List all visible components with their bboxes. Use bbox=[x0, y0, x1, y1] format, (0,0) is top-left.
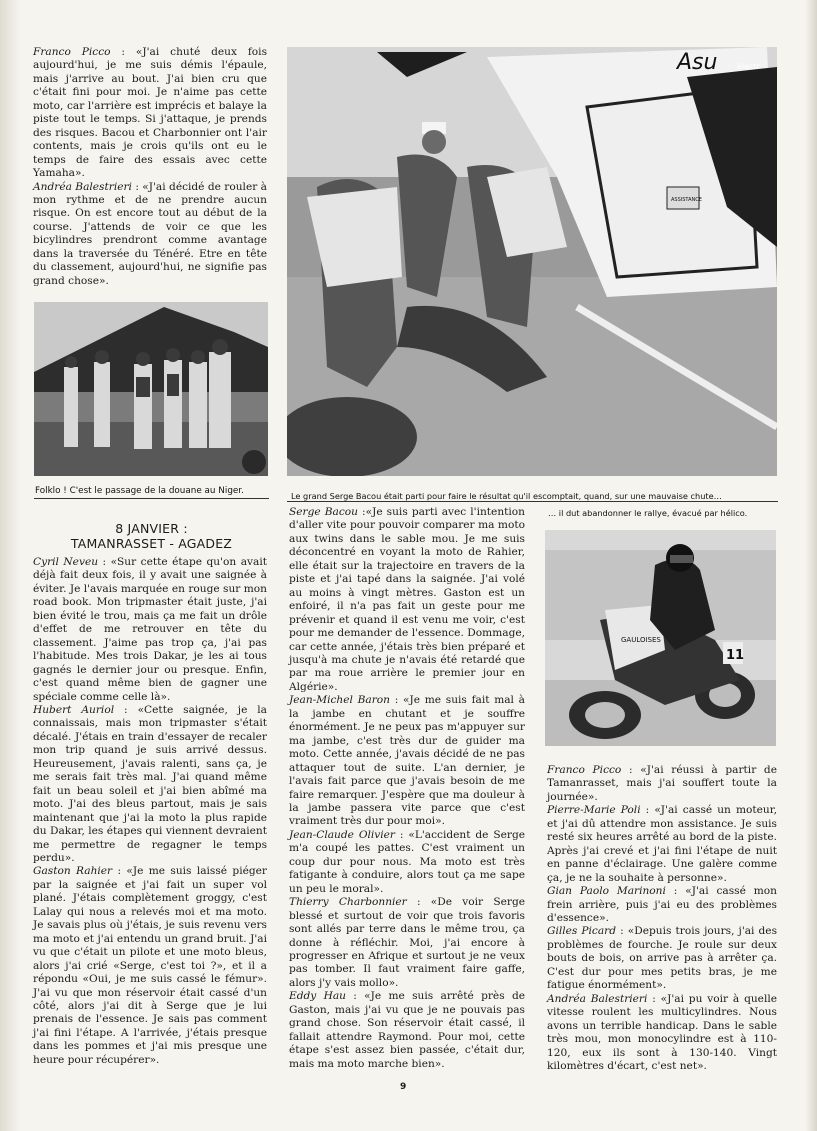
quote-paragraph: Franco Picco : «J'ai réussi à partir de Tamanrasset, mais j'ai souffert toute la journée». bbox=[547, 764, 777, 803]
stage-route: TAMANRASSET - AGADEZ bbox=[70, 536, 233, 551]
customs-photo bbox=[34, 302, 268, 476]
caption-bacou-continued: … il dut abandonner le rallye, évacué par hélico. bbox=[548, 508, 748, 518]
page-number: 9 bbox=[400, 1082, 407, 1092]
quote-paragraph: Gian Paolo Marinoni : «J'ai cassé mon frein arrière, puis j'ai eu des problèmes d'essence». bbox=[547, 885, 777, 924]
page-left-shadow bbox=[0, 0, 20, 1131]
quote-paragraph: Pierre-Marie Poli : «J'ai cassé un moteur, et j'ai dû attendre mon assistance. Je suis resté six heures arrêté au bord de la piste. Après j'ai crevé et j'ai fini l'étape de nuit en panne d'éclairage. Une galère comme ça, je ne la souhaite à personne». bbox=[547, 804, 778, 884]
quote-paragraph: Franco Picco : «J'ai chuté deux fois aujourd'hui, je me suis démis l'épaule, mais j'arrive au bout. J'ai bien cru que c'était fini pour moi. Je n'aime pas cette moto, car l'arrière est imprécis et balaye la piste tout le temps. Si j'attaque, je prends des risques. Bacou et Charbonnier ont l'air contents, mais je crois qu'ils ont eu le temps de faire des essais avec cette Yamaha». bbox=[33, 46, 268, 180]
quote-paragraph: Gilles Picard : «Depuis trois jours, j'ai des problèmes de fourche. Je roule sur deux bouts de bois, on arrive pas à arrêter ça. C'est dur pour mes petits bras, je me fatigue énormément». bbox=[547, 925, 778, 992]
truck-sub-lettering: électr bbox=[737, 62, 760, 71]
caption-customs: Folklo ! C'est le passage de la douane au Niger. bbox=[35, 486, 244, 496]
bike-sponsor-lettering: GAULOISES bbox=[621, 636, 661, 644]
column-2 bbox=[289, 506, 525, 1071]
quote-paragraph: Eddy Hau : «Je me suis arrêté près de Gaston, mais j'ai vu que je ne pouvais pas grand chose. Son réservoir était cassé, il fallait attendre Raymond. Pour moi, cette étape s'est assez bien passée, c'était dur, mais ma moto marche bien». bbox=[289, 990, 525, 1070]
page-right-shadow bbox=[805, 0, 817, 1131]
quote-paragraph: Hubert Auriol : «Cette saignée, je la connaissais, mais mon tripmaster s'était décalé. J'étais en train d'essayer de recaler mon trip quand je suis arrivé dessus. Heureusement, j'avais ralenti, sans ça, je me serais fait très mal. J'ai quand même fait un beau soleil et j'ai bien abîmé ma moto. J'ai des bleus partout, mais je sais maintenant que j'ai la moto la plus rapide du Dakar, les étapes qui viennent devraient me permettre de regagner le temps perdu». bbox=[33, 703, 267, 864]
evacuation-photo bbox=[287, 47, 777, 476]
top-left-text bbox=[33, 46, 267, 288]
stage-date: 8 JANVIER : bbox=[115, 521, 188, 536]
truck-brand-lettering: Asu bbox=[677, 50, 718, 75]
caption-rule-left bbox=[34, 498, 269, 499]
quote-paragraph: Jean-Claude Olivier : «L'accident de Serge m'a coupé les pattes. C'est vraiment un coup dur pour nous. Ma moto est très fatigante à conduire, alors tout ça me sape un peu le moral». bbox=[289, 828, 525, 895]
column-3 bbox=[547, 764, 777, 1073]
column-1 bbox=[33, 556, 267, 1067]
quote-paragraph: Serge Bacou :«Je suis parti avec l'intention d'aller vite pour pouvoir comparer ma moto aux twins dans le sable mou. Je me suis déconcentré en voyant la moto de Rahier, elle était sur la trajectoire en travers de la piste et j'ai tapé dans la saignée. J'ai volé au moins à vingt mètres. Gaston est un enfoiré, il n'a pas fait un geste pour me prévenir et quand il est venu me voir, c'est pour me demander de l'essence. Dommage, car cette année, j'étais très bien préparé et jusqu'à ma chute je n'avais été retardé que par ma roue arrière le premier jour en Algérie». bbox=[289, 506, 525, 693]
caption-bacou: Le grand Serge Bacou était parti pour faire le résultat qu'il escomptait, quand, sur une mauvaise chute… bbox=[291, 491, 722, 501]
quote-paragraph: Jean-Michel Baron : «Je me suis fait mal à la jambe en chutant et je souffre énormément. Je ne peux pas m'appuyer sur ma jambe, c'est très dur de guider ma moto. Cette année, j'avais décidé de ne pas attaquer tout de suite. L'an dernier, je l'avais fait parce que j'avais besoin de me faire remarquer. J'espère que ma douleur à la jambe passera vite parce que c'est vraiment très dur pour moi». bbox=[289, 694, 525, 828]
quote-paragraph: Cyril Neveu : «Sur cette étape qu'on avait déjà fait deux fois, il y avait une saignée à éviter. Je l'avais marquée en rouge sur mon road book. Mon tripmaster était juste, j'ai bien évité le trou, mais ça me fait un drôle d'effet de me retrouver en tête du classement. J'aime pas trop ça, j'ai pas l'habitude. Mes trois Dakar, je les ai tous gagnés le dernier jour ou presque. Enfin, c'est quand même bien de gagner une spéciale comme celle là». bbox=[33, 556, 267, 703]
assistance-sticker: ASSISTANCE bbox=[671, 197, 702, 203]
stage-heading bbox=[34, 521, 269, 551]
rider-photo bbox=[545, 530, 776, 746]
quote-paragraph: Thierry Charbonnier : «De voir Serge blessé et surtout de voir que trois favoris sont allés par terre dans le même trou, ça donne à réfléchir. Moi, j'ai encore à progresser en Afrique et surtout je ne veux pas tomber. Il faut vraiment faire gaffe, alors j'y vais mollo». bbox=[289, 896, 525, 989]
quote-paragraph: Andréa Balestrieri : «J'ai pu voir à quelle vitesse roulent les multicylindres. Nous avons un terrible handicap. Dans le sable très mou, mon monocylindre est à 110-120, eux ils sont à 130-140. Vingt kilomètres d'écart, c'est net». bbox=[547, 992, 777, 1072]
bike-number: 11 bbox=[726, 648, 745, 663]
caption-rule-right bbox=[287, 501, 778, 502]
quote-paragraph: Andréa Balestrieri : «J'ai décidé de rouler à mon rythme et de ne prendre aucun risque. On est encore tout au début de la course. J'attends de voir ce que les bicylindres prendront comme avantage dans la traversée du Ténéré. Etre en tête du classement, aujourd'hui, ne signifie pas grand chose». bbox=[33, 180, 267, 287]
quote-paragraph: Gaston Rahier : «Je me suis laissé piéger par la saignée et j'ai fait un super vol plané. J'étais complètement groggy, c'est Lalay qui nous a relevés moi et ma moto. Je savais plus où j'étais, je suis revenu vers ma moto et j'ai entendu un grand bruit. J'ai vu que c'était un pilote et une moto bleus, alors j'ai crié «Serge, c'est toi ?», et il a répondu «Oui, je me suis cassé le fémur». J'ai vu que mon réservoir était cassé d'un côté, alors j'ai dit à Serge que je lui prenais de l'essence. Je sais pas comment j'ai fini l'étape. A l'arrivée, j'étais presque dans les pommes et j'ai mis presque une heure pour récupérer». bbox=[33, 865, 267, 1066]
